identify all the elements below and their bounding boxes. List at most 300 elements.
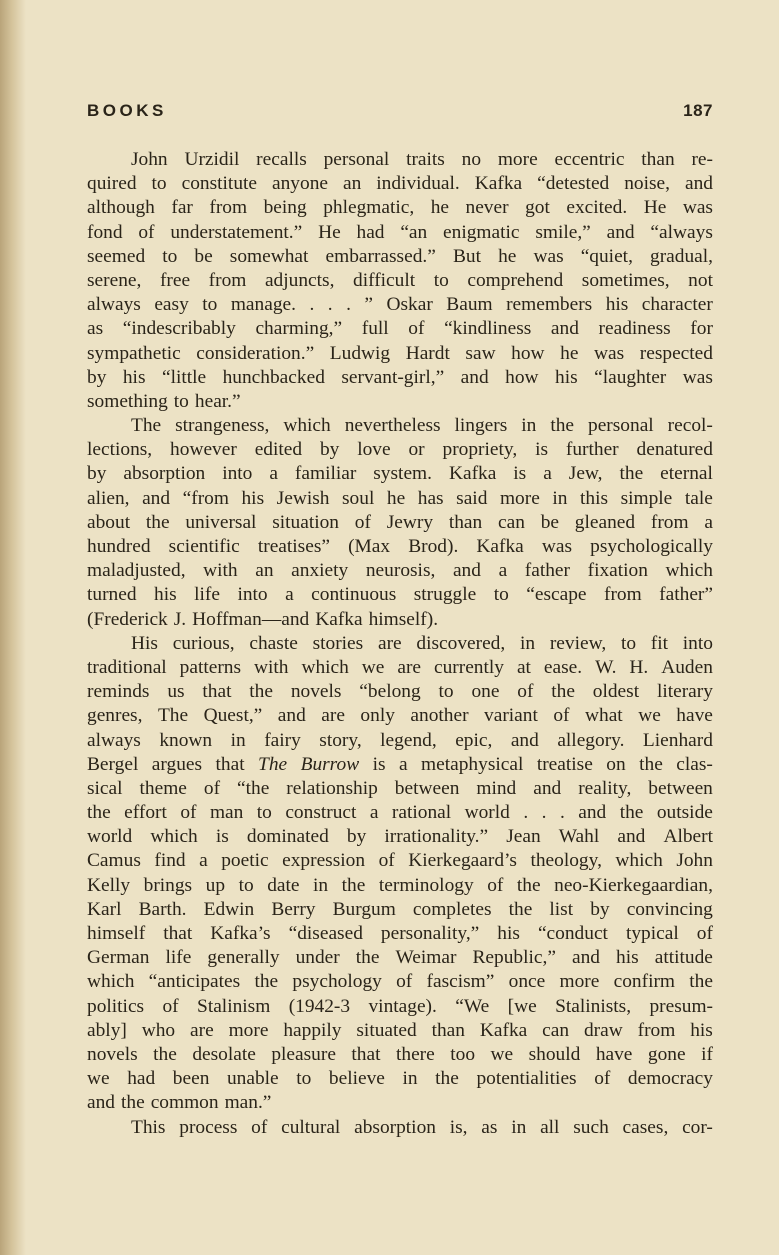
word: He [318, 221, 341, 243]
word: should [528, 1043, 581, 1065]
text-line [87, 559, 713, 583]
word: vintage). [368, 995, 437, 1017]
word: quired [87, 173, 137, 195]
text-line [87, 1116, 713, 1140]
text-line [87, 245, 713, 269]
word: democracy [627, 1068, 713, 1090]
word: had [127, 1068, 156, 1090]
word: Kafka [474, 173, 523, 195]
word: literary [656, 681, 713, 703]
text-line [87, 172, 713, 196]
word: known [159, 729, 213, 751]
word: constitute [181, 173, 258, 195]
word: from [208, 269, 247, 291]
word: personality,” [380, 923, 480, 944]
word: into [682, 632, 713, 654]
word: Baum [446, 294, 493, 316]
word: anxiety [291, 560, 349, 582]
word: himself [87, 923, 146, 944]
word: of [203, 777, 221, 799]
text-line [87, 148, 713, 172]
word: world [464, 802, 510, 824]
word: between [394, 777, 460, 799]
word: “laughter [594, 366, 667, 388]
word: to [162, 245, 178, 267]
word: his [241, 487, 265, 509]
word: Burrow [300, 753, 360, 775]
word: of [408, 318, 425, 340]
page-gutter-shadow [0, 0, 26, 1255]
word: H. [629, 656, 649, 678]
word: the [435, 1068, 459, 1090]
word: life [165, 947, 192, 969]
word: how [505, 366, 539, 388]
word: W. [595, 656, 617, 678]
word: of [696, 923, 713, 944]
word: believe [328, 1068, 385, 1090]
word: simple [620, 487, 673, 509]
word: gone [647, 1043, 686, 1065]
word: seemed [87, 245, 146, 267]
word: Oskar [386, 294, 433, 316]
word: cases, [622, 1116, 669, 1138]
word: effort [124, 802, 167, 824]
word: novels [290, 681, 342, 703]
word: the [508, 898, 533, 920]
text-line [87, 801, 713, 825]
word: Jean [506, 826, 541, 848]
word: neurosis, [365, 560, 436, 582]
word: Lienhard [642, 729, 713, 751]
word: universal [185, 511, 257, 533]
word: “kindliness [444, 318, 532, 340]
word: of [354, 511, 371, 533]
word: sympathetic [87, 342, 181, 364]
word: Hoffman—and [192, 608, 310, 630]
text-line [87, 196, 713, 220]
word: The [131, 415, 162, 437]
word: an [255, 560, 274, 582]
word: brings [143, 874, 193, 896]
word: can [542, 1019, 570, 1041]
word: . [559, 802, 565, 824]
word: he [430, 197, 449, 219]
word: is, [449, 1116, 468, 1138]
word: Bergel [87, 753, 139, 775]
word: this [579, 487, 609, 509]
word: said [456, 487, 488, 509]
word: presum- [649, 995, 713, 1017]
word: list [549, 898, 574, 920]
word: which [301, 656, 349, 678]
word: which [87, 971, 135, 993]
word: terminology [378, 874, 474, 896]
word: confirm [613, 971, 676, 993]
word: at [516, 656, 531, 678]
word: dominated [246, 826, 329, 848]
word: “little [161, 366, 207, 388]
word: metaphysical [421, 753, 524, 775]
word: fixation [587, 560, 648, 582]
word: and [571, 947, 600, 969]
word: in [402, 1068, 418, 1090]
word: had [356, 221, 385, 243]
word: always [87, 294, 141, 316]
article-body [87, 148, 713, 1140]
word: in [230, 729, 246, 751]
word: currently [433, 656, 504, 678]
word: by [87, 366, 107, 388]
word: maladjusted, [87, 560, 186, 582]
word: (Max [348, 536, 391, 557]
word: traits [406, 149, 445, 170]
word: a [398, 753, 408, 775]
word: if [701, 1043, 713, 1065]
word: Kafka’s [210, 923, 271, 944]
word: of [251, 1116, 268, 1138]
text-line [87, 366, 713, 390]
word: there [395, 1043, 435, 1065]
word: nevertheless [344, 415, 441, 437]
word: Hardt [405, 342, 450, 364]
word: hundred [87, 536, 151, 557]
word: denatured [636, 439, 713, 461]
word: be [194, 245, 213, 267]
word: unable [226, 1068, 279, 1090]
word: “anticipates [148, 971, 241, 993]
word: world [87, 826, 133, 848]
word: psychology [292, 971, 382, 993]
word: full [361, 318, 389, 340]
word: gleaned [574, 511, 636, 533]
word: Kierkegaard’s [408, 850, 517, 872]
word: recalls [256, 149, 307, 170]
word: draw [583, 1019, 623, 1041]
word: scientific [168, 536, 240, 557]
word: a [285, 584, 294, 606]
word: theology, [530, 850, 602, 872]
word: character [641, 294, 713, 316]
word: and [617, 826, 646, 848]
word: that [163, 923, 193, 944]
word: politics [87, 995, 145, 1017]
word: the [341, 874, 366, 896]
word: are [321, 705, 345, 727]
word: reality, [578, 777, 632, 799]
word: of [138, 221, 155, 243]
word: the [153, 1043, 177, 1065]
text-line [87, 1043, 713, 1067]
text-line [87, 487, 713, 511]
word: although [87, 197, 155, 219]
word: which [150, 826, 198, 848]
word: smile,” [535, 221, 591, 243]
text-line [87, 680, 713, 704]
word: all [540, 1116, 560, 1138]
word: by [319, 439, 340, 461]
word: . [309, 294, 315, 316]
word: that [202, 681, 232, 703]
word: from [637, 1019, 676, 1041]
word: “belong [359, 681, 421, 703]
word: was [682, 366, 713, 388]
word: clas- [676, 753, 713, 775]
word: Ludwig [329, 342, 391, 364]
word: Kafka [479, 1019, 528, 1041]
text-line [87, 342, 713, 366]
word: have [676, 705, 713, 727]
word: argues [151, 753, 203, 775]
word: more [228, 1019, 269, 1041]
word: familiar [294, 463, 357, 485]
word: the [87, 802, 111, 824]
text-line [87, 632, 713, 656]
word: somewhat [229, 245, 309, 267]
word: Burgum [332, 898, 396, 920]
word: Barth. [138, 898, 187, 920]
word: to [202, 294, 218, 316]
word: we [361, 656, 385, 678]
word: “the [237, 777, 270, 799]
word: epic, [455, 729, 493, 751]
word: Albert [663, 826, 713, 848]
word: is [535, 439, 548, 461]
text-line [87, 269, 713, 293]
word: for [690, 318, 713, 340]
word: legend, [380, 729, 437, 751]
word: more [497, 149, 538, 170]
word: traditional [87, 656, 167, 678]
text-line [87, 317, 713, 341]
word: Republic,” [472, 947, 556, 969]
word: hear.” [194, 390, 241, 412]
text-line [87, 390, 713, 414]
word: was [594, 342, 625, 364]
word: process [179, 1116, 238, 1138]
word: discovered, [416, 632, 506, 654]
word: (1942-3 [288, 995, 351, 1017]
word: have [595, 1043, 633, 1065]
word: fairy [264, 729, 301, 751]
word: in [519, 632, 536, 654]
word: pleasure [271, 1043, 336, 1065]
text-line [87, 511, 713, 535]
word: strangeness, [175, 415, 270, 437]
word: J. [173, 608, 187, 630]
word: readiness [598, 318, 671, 340]
word: fond [87, 221, 123, 243]
word: respected [639, 342, 713, 364]
word: that [351, 1043, 381, 1065]
word: too [450, 1043, 476, 1065]
word: and [550, 318, 579, 340]
word: on [606, 753, 626, 775]
word: he [498, 245, 517, 267]
word: to [493, 584, 509, 606]
word: such [573, 1116, 609, 1138]
word: “from [182, 487, 229, 509]
word: edited [254, 439, 303, 461]
text-line [87, 293, 713, 317]
word: personal [323, 149, 390, 170]
word: . [523, 802, 529, 824]
text-line [87, 922, 713, 946]
text-line [87, 898, 713, 922]
word: The [258, 753, 288, 775]
word: more [499, 487, 540, 509]
word: . [541, 802, 547, 824]
word: variant [484, 705, 538, 727]
word: a [704, 511, 713, 533]
word: us [167, 681, 185, 703]
word: and [578, 802, 607, 824]
word: [we [507, 995, 537, 1017]
word: and [606, 221, 635, 243]
word: been [172, 1068, 210, 1090]
word: being [263, 197, 307, 219]
word: “diseased [288, 923, 363, 944]
text-line [87, 704, 713, 728]
word: Kelly [87, 874, 131, 896]
text-line [87, 656, 713, 680]
word: Stalinism [197, 995, 271, 1017]
text-line [87, 729, 713, 753]
word: only [360, 705, 395, 727]
word: of [487, 874, 504, 896]
word: which [665, 560, 713, 582]
word: hunchbacked [222, 366, 325, 388]
word: attitude [654, 947, 713, 969]
word: Camus [87, 850, 141, 872]
word: what [585, 705, 623, 727]
text-line [87, 221, 713, 245]
word: of [162, 995, 179, 1017]
word: . [346, 294, 351, 316]
word: Jewry [386, 511, 434, 533]
word: lections, [87, 439, 153, 461]
word: fit [650, 632, 669, 654]
word: This [131, 1116, 166, 1138]
word: “quiet, [580, 245, 633, 267]
word: story, [319, 729, 362, 751]
word: got [525, 197, 550, 219]
word: than [431, 1019, 465, 1041]
word: he [560, 342, 579, 364]
word: embarrassed.” [325, 245, 436, 267]
word: of [553, 705, 570, 727]
word: to [438, 681, 454, 703]
text-line [87, 1019, 713, 1043]
word: typical [625, 923, 679, 944]
word: he [386, 487, 406, 509]
word: allegory. [557, 729, 625, 751]
word: German [87, 947, 150, 969]
word: absorption [354, 1116, 436, 1138]
word: the [689, 971, 713, 993]
word: Berry [271, 898, 316, 920]
word: propriety, [442, 439, 518, 461]
text-line [87, 777, 713, 801]
word: “indescribably [122, 318, 236, 340]
word: or [408, 439, 425, 461]
page-number: 187 [683, 101, 713, 120]
word: father” [659, 584, 713, 606]
word: re- [691, 149, 713, 170]
word: we [87, 1068, 110, 1090]
word: under [295, 947, 340, 969]
word: fascism” [426, 971, 495, 993]
word: situated [356, 1019, 417, 1041]
word: and [142, 487, 171, 509]
word: which [615, 850, 663, 872]
word: another [410, 705, 469, 727]
word: and [460, 366, 489, 388]
word: (Frederick [87, 608, 168, 630]
word: tale [684, 487, 713, 509]
word: by [87, 463, 107, 485]
word: servant-girl,” [341, 366, 445, 388]
word: convincing [626, 898, 713, 920]
word: an [342, 173, 362, 195]
word: Kafka [315, 608, 363, 630]
word: He [643, 197, 667, 219]
word: date [267, 874, 300, 896]
word: than [448, 511, 483, 533]
word: by [346, 826, 367, 848]
word: which [283, 415, 331, 437]
word: turned [87, 584, 137, 606]
word: who [141, 1019, 176, 1041]
word: in [511, 1116, 527, 1138]
word: the [619, 802, 644, 824]
word: a [269, 463, 278, 485]
word: further [565, 439, 619, 461]
word: and [87, 1092, 115, 1114]
word: find [154, 850, 186, 872]
word: his [497, 923, 520, 944]
word: by [590, 898, 610, 920]
word: was [541, 536, 573, 557]
word: the [550, 415, 575, 437]
text-line [87, 583, 713, 607]
word: are [397, 656, 422, 678]
word: stories [312, 632, 364, 654]
word: irrationality.” [384, 826, 489, 848]
word: we [490, 1043, 514, 1065]
word: the [619, 463, 644, 485]
word: of [378, 850, 395, 872]
word: comprehend [467, 269, 564, 291]
word: something [87, 390, 168, 412]
word: Jew, [568, 463, 603, 485]
word: to [238, 874, 254, 896]
word: sical [87, 777, 123, 799]
word: The [157, 705, 189, 727]
word: Wahl [558, 826, 600, 848]
word: from [209, 197, 248, 219]
text-line [87, 995, 713, 1019]
word: the [249, 681, 273, 703]
word: adjuncts, [264, 269, 335, 291]
word: recol- [667, 415, 713, 437]
word: and [277, 705, 306, 727]
word: soul [342, 487, 375, 509]
word: happily [283, 1019, 342, 1041]
word: generally [207, 947, 280, 969]
word: genres, [87, 705, 143, 727]
word: Karl [87, 898, 122, 920]
word: to [256, 802, 272, 824]
